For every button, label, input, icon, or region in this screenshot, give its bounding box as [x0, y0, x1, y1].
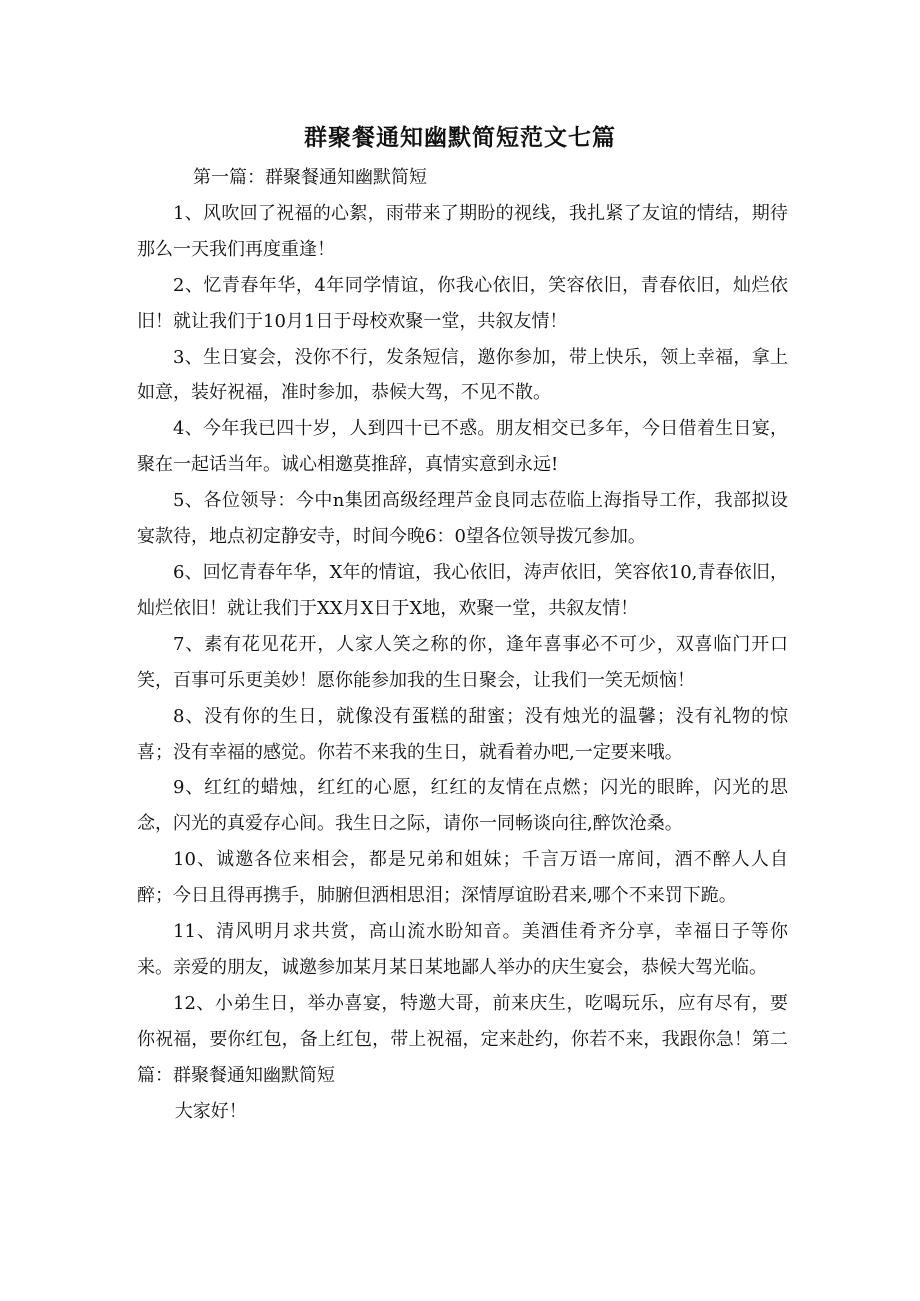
paragraph-10: 10、诚邀各位来相会，都是兄弟和姐妹；千言万语一席间，酒不醉人人自醉；今日且得再携手，肺腑但洒相思泪；深情厚谊盼君来,哪个不来罚下跪。 [137, 849, 788, 907]
paragraph-7: 7、素有花见花开，人家人笑之称的你，逢年喜事必不可少，双喜临门开口笑，百事可乐更美妙！愿你能参加我的生日聚会，让我们一笑无烦恼！ [137, 633, 788, 691]
paragraph-9: 9、红红的蜡烛，红红的心愿，红红的友情在点燃；闪光的眼眸，闪光的思念，闪光的真爱存心间。我生日之际，请你一同畅谈向往,醉饮沧桑。 [137, 777, 788, 835]
closing-greeting: 大家好！ [174, 1100, 247, 1122]
paragraph-11: 11、清风明月求共赏，高山流水盼知音。美酒佳肴齐分享，幸福日子等你来。亲爱的朋友，诚邀参加某月某日某地鄙人举办的庆生宴会，恭候大驾光临。 [137, 921, 788, 978]
document-body [137, 160, 788, 1129]
paragraph-8: 8、没有你的生日，就像没有蛋糕的甜蜜；没有烛光的温馨；没有礼物的惊喜；没有幸福的感觉。你若不来我的生日，就看着办吧,一定要来哦。 [137, 705, 788, 763]
paragraph-3: 3、生日宴会，没你不行，发条短信，邀你参加，带上快乐，领上幸福，拿上如意，装好祝福，准时参加，恭候大驾，不见不散。 [137, 346, 788, 404]
paragraph-6: 6、回忆青春年华，X年的情谊，我心依旧，涛声依旧，笑容依10,青春依旧，灿烂依旧！就让我们于XX月X日于X地，欢聚一堂，共叙友情！ [137, 561, 788, 619]
paragraph-2: 2、忆青春年华，4年同学情谊，你我心依旧，笑容依旧，青春依旧，灿烂依旧！就让我们于10月1日于母校欢聚一堂，共叙友情！ [137, 274, 788, 332]
document-title: 群聚餐通知幽默简短范文七篇 [304, 125, 616, 151]
section-heading: 第一篇：群聚餐通知幽默简短 [193, 167, 427, 188]
paragraph-4: 4、今年我已四十岁，人到四十已不惑。朋友相交已多年，今日借着生日宴，聚在一起话当年。诚心相邀莫推辞，真情实意到永远! [137, 418, 788, 476]
paragraph-12: 12、小弟生日，举办喜宴，特邀大哥，前来庆生，吃喝玩乐，应有尽有，要你祝福，要你红包，备上红包，带上祝福，定来赴约，你若不来，我跟你急！第二篇：群聚餐通知幽默简短 [137, 992, 788, 1086]
paragraph-5: 5、各位领导：今中n集团高级经理芦金良同志莅临上海指导工作，我部拟设宴款待，地点初定静安寺，时间今晚6：0望各位领导拨冗参加。 [137, 490, 788, 548]
paragraph-1: 1、风吹回了祝福的心絮，雨带来了期盼的视线，我扎紧了友谊的情结，期待那么一天我们再度重逢！ [137, 202, 788, 260]
